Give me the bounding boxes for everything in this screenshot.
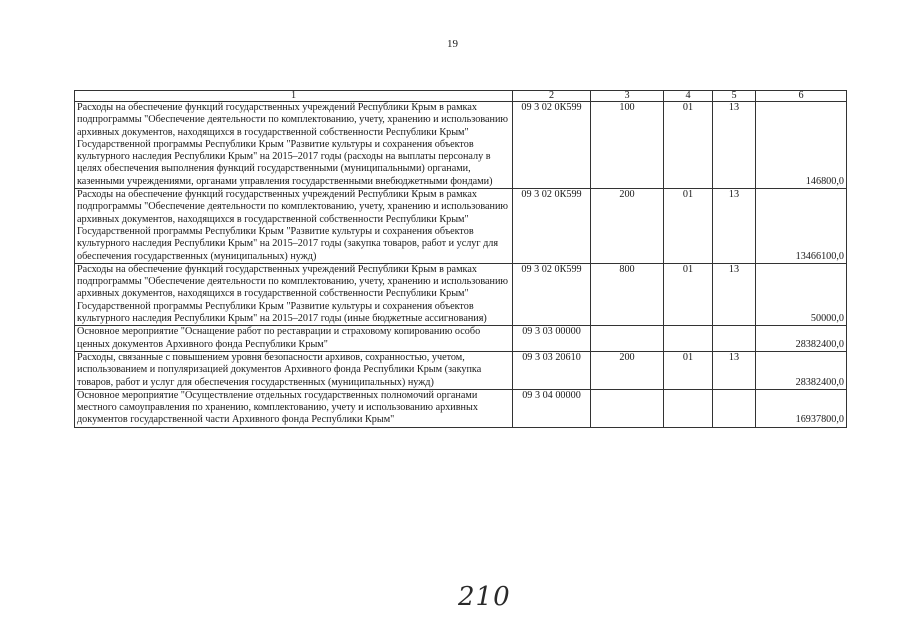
row-code: 09 3 03 20610: [513, 351, 591, 389]
table-row: [75, 326, 847, 352]
row-col-3: 100: [591, 102, 664, 189]
header-col-2: 2: [513, 91, 591, 102]
row-col-4: 01: [664, 263, 713, 325]
row-description: Расходы на обеспечение функций государственных учреждений Республики Крым в рамках подпрограммы "Обеспечение деятельности по комплектованию, учету, хранению и использованию архивных документов, находящихся в государственной собственности Республики Крым" Государственной программы Республики Крым "Развитие культуры и сохранения объектов культурного наследия Республики Крым" на 2015–2017 годы (расходы на выплаты персоналу в целях обеспечения выполнения функций государственными (муниципальными) органами, казенными учреждениями, органами управления государственными внебюджетными фондами): [75, 102, 513, 189]
header-col-5: 5: [713, 91, 756, 102]
row-amount: 50000,0: [756, 263, 847, 325]
row-col-4: [664, 326, 713, 352]
row-col-3: [591, 389, 664, 427]
row-amount: 28382400,0: [756, 351, 847, 389]
row-col-5: 13: [713, 189, 756, 264]
row-amount: 13466100,0: [756, 189, 847, 264]
page-number: 19: [447, 38, 458, 50]
row-description: Основное мероприятие "Оснащение работ по реставрации и страховому копированию особо ценных документов Архивного фонда Республики Крым": [75, 326, 513, 352]
row-col-4: 01: [664, 189, 713, 264]
row-col-4: [664, 389, 713, 427]
table-row: [75, 102, 847, 189]
table-row: [75, 389, 847, 427]
row-col-5: 13: [713, 102, 756, 189]
handwritten-page-number: 210: [458, 582, 511, 612]
header-col-1: 1: [75, 91, 513, 102]
row-description: Основное мероприятие "Осуществление отдельных государственных полномочий органами местного самоуправления по хранению, комплектованию, учету и использованию архивных документов государственной части Архивного фонда Республики Крым": [75, 389, 513, 427]
row-code: 09 3 03 00000: [513, 326, 591, 352]
header-col-3: 3: [591, 91, 664, 102]
row-col-5: 13: [713, 351, 756, 389]
table-header-row: [75, 91, 847, 102]
budget-table: [74, 90, 847, 428]
table-row: [75, 351, 847, 389]
row-description: Расходы, связанные с повышением уровня безопасности архивов, сохранностью, учетом, использованием и популяризацией документов Архивного фонда Республики Крым (закупка товаров, работ и услуг для обеспечения государственных (муниципальных) нужд): [75, 351, 513, 389]
row-col-3: 800: [591, 263, 664, 325]
row-amount: 16937800,0: [756, 389, 847, 427]
row-amount: 146800,0: [756, 102, 847, 189]
row-description: Расходы на обеспечение функций государственных учреждений Республики Крым в рамках подпрограммы "Обеспечение деятельности по комплектованию, учету, хранению и использованию архивных документов, находящихся в государственной собственности Республики Крым" Государственной программы Республики Крым "Развитие культуры и сохранения объектов культурного наследия Республики Крым" на 2015–2017 годы (иные бюджетные ассигнования): [75, 263, 513, 325]
header-col-4: 4: [664, 91, 713, 102]
row-col-4: 01: [664, 102, 713, 189]
row-code: 09 3 02 0К599: [513, 102, 591, 189]
row-col-5: [713, 389, 756, 427]
row-col-3: 200: [591, 351, 664, 389]
row-amount: 28382400,0: [756, 326, 847, 352]
table-row: [75, 189, 847, 264]
row-col-5: 13: [713, 263, 756, 325]
row-code: 09 3 02 0К599: [513, 263, 591, 325]
row-col-5: [713, 326, 756, 352]
row-code: 09 3 02 0К599: [513, 189, 591, 264]
row-description: Расходы на обеспечение функций государственных учреждений Республики Крым в рамках подпрограммы "Обеспечение деятельности по комплектованию, учету, хранению и использованию архивных документов, находящихся в государственной собственности Республики Крым" Государственной программы Республики Крым "Развитие культуры и сохранения объектов культурного наследия Республики Крым" на 2015–2017 годы (закупка товаров, работ и услуг для обеспечения государственных (муниципальных) нужд): [75, 189, 513, 264]
table-row: [75, 263, 847, 325]
row-col-3: [591, 326, 664, 352]
row-code: 09 3 04 00000: [513, 389, 591, 427]
header-col-6: 6: [756, 91, 847, 102]
row-col-3: 200: [591, 189, 664, 264]
row-col-4: 01: [664, 351, 713, 389]
